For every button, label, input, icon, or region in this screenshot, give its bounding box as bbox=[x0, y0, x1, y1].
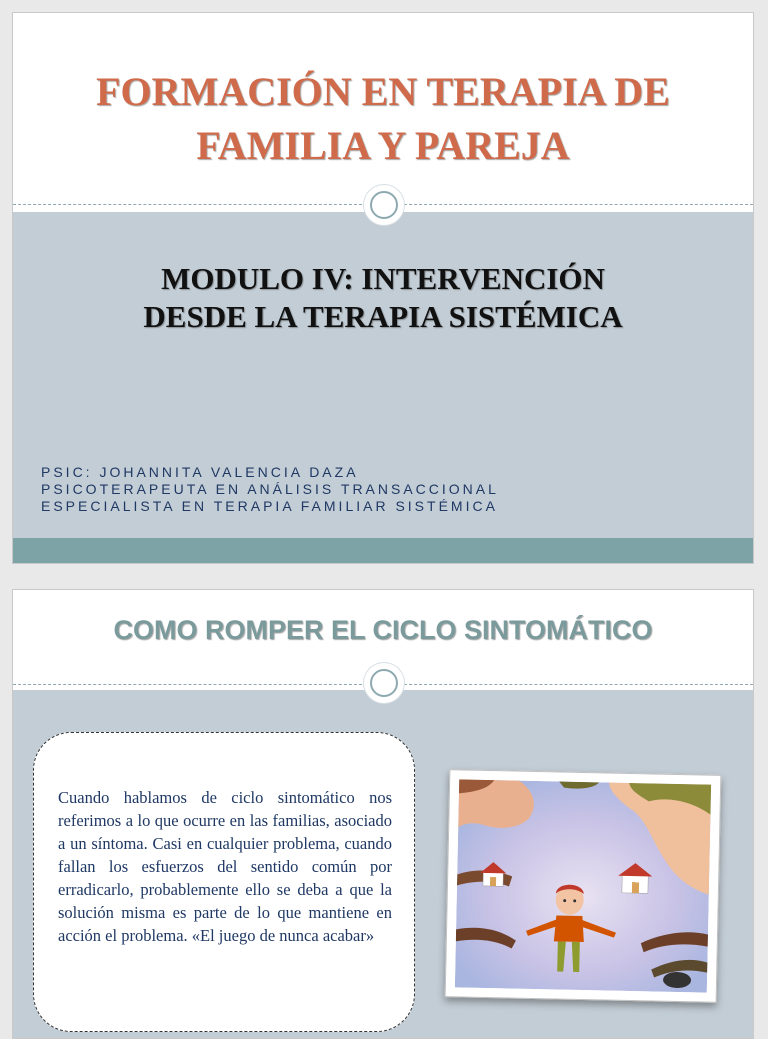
slide-content bbox=[12, 589, 754, 1039]
main-title-line-2: FAMILIA Y PAREJA bbox=[196, 123, 570, 168]
bottom-band bbox=[13, 538, 753, 564]
family-hands-houses-image bbox=[455, 779, 711, 992]
main-title bbox=[13, 65, 753, 173]
slide-title-body bbox=[13, 212, 753, 538]
module-subtitle-line-2: DESDE LA TERAPIA SISTÉMICA bbox=[143, 299, 623, 334]
family-illustration bbox=[445, 769, 722, 1003]
slide-title-header bbox=[13, 13, 753, 213]
author-name: PSIC: JOHANNITA VALENCIA DAZA bbox=[41, 464, 359, 480]
main-title-line-1: FORMACIÓN EN TERAPIA DE bbox=[96, 69, 670, 114]
author-credential-1: PSICOTERAPEUTA EN ANÁLISIS TRANSACCIONAL bbox=[41, 481, 499, 497]
body-paragraph: Cuando hablamos de ciclo sintomático nos referimos a lo que ocurre en las familias, asociado a un síntoma. Casi en cualquier problema, cuando fallan los esfuerzos del sentido común por erradicarlo, probablemente ello se deba a que la solución misma es parte de lo que mantiene en acción el problema. «El juego de nunca acabar» bbox=[58, 788, 392, 945]
author-info bbox=[41, 464, 499, 515]
text-callout bbox=[33, 732, 415, 1032]
module-subtitle-line-1: MODULO IV: INTERVENCIÓN bbox=[161, 261, 605, 296]
author-credential-2: ESPECIALISTA EN TERAPIA FAMILIAR SISTÉMICA bbox=[41, 498, 498, 514]
divider-circle-icon bbox=[364, 185, 404, 225]
divider-circle-icon bbox=[364, 663, 404, 703]
content-title: COMO ROMPER EL CICLO SINTOMÁTICO bbox=[113, 615, 653, 645]
module-subtitle bbox=[13, 260, 753, 336]
slide-title bbox=[12, 12, 754, 564]
